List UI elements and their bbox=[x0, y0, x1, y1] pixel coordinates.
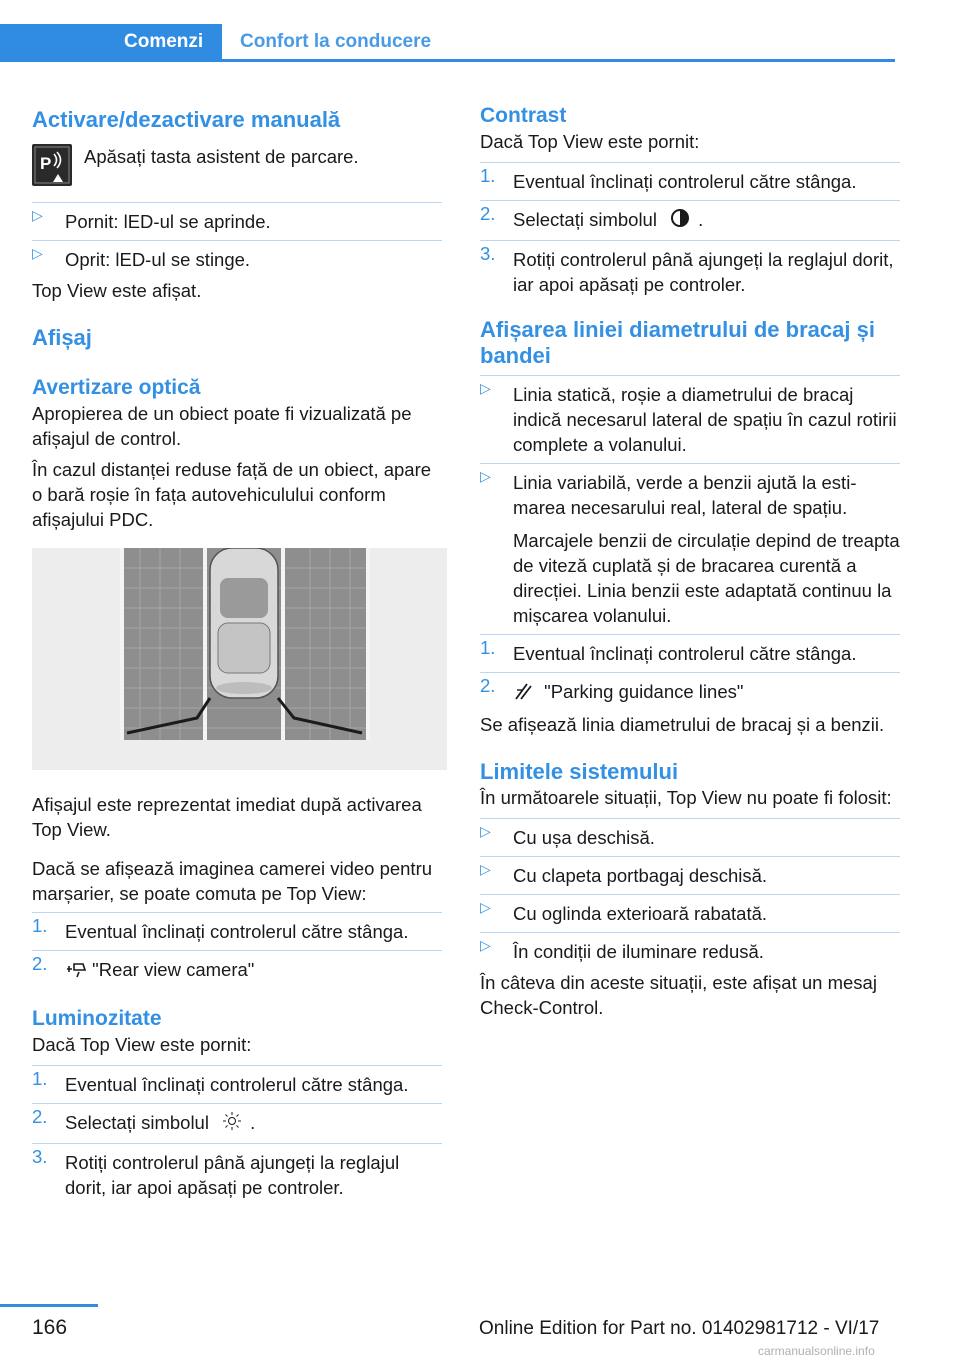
list-item: ▷ Cu oglinda exterioară rabatată. bbox=[480, 894, 900, 926]
watermark-text: carmanualsonline.info bbox=[758, 1344, 875, 1358]
list-item: 3. Rotiți controlerul până ajungeți la reglajul dorit, iar apoi apăsați pe controler. bbox=[480, 240, 900, 297]
triangle-bullet-icon: ▷ bbox=[480, 936, 491, 953]
heading-limits: Limitele sistemului bbox=[480, 758, 679, 784]
page-header bbox=[0, 0, 895, 62]
page-number: 166 bbox=[32, 1316, 68, 1339]
list-item: 2. Selectați simbolul . bbox=[480, 200, 900, 234]
list-item: 2. "Rear view camera" bbox=[32, 950, 442, 984]
footer-divider bbox=[0, 1304, 98, 1307]
top-view-illustration bbox=[32, 548, 447, 770]
list-item: ▷ Oprit: lED-ul se stinge. bbox=[32, 240, 442, 272]
tab-comenzi[interactable]: Comenzi bbox=[0, 24, 222, 60]
guidance-list bbox=[480, 375, 900, 628]
warning-paragraph-1: Apropierea de un obiect poate fi vizualizată pe afișajul de control. bbox=[32, 403, 412, 449]
after-figure-paragraph-1: Afișajul este reprezentat imediat după activarea Top View. bbox=[32, 794, 422, 840]
edition-text: Online Edition for Part no. 01402981712 - VI/17 bbox=[479, 1318, 880, 1339]
left-column bbox=[32, 100, 442, 1200]
limits-list bbox=[480, 818, 900, 964]
list-item: 1. Eventual înclinați controlerul către stânga. bbox=[32, 912, 442, 944]
guidance-steps bbox=[480, 634, 900, 706]
list-item: ▷ Cu ușa deschisă. bbox=[480, 818, 900, 850]
contrast-icon bbox=[670, 208, 690, 234]
list-item: ▷ Pornit: lED-ul se aprinde. bbox=[32, 202, 442, 234]
led-list bbox=[32, 202, 442, 272]
list-item: 2. Selectați simbolul . bbox=[32, 1103, 442, 1137]
guidance-result: Se afișează linia diametrului de bracaj și a benzii. bbox=[480, 713, 885, 735]
right-column bbox=[480, 100, 900, 1020]
parking-assist-icon bbox=[32, 144, 72, 186]
heading-guidance-lines: Afișarea liniei diametrului de bracaj și bandei bbox=[480, 317, 875, 369]
camera-steps bbox=[32, 912, 442, 984]
limits-intro: În următoarele situații, Top View nu poate fi folosit: bbox=[480, 786, 892, 808]
limits-note: În câteva din aceste situații, este afișat un mesaj Check-Control. bbox=[480, 971, 877, 1018]
heading-manual: Activare/dezactivare manuală bbox=[32, 107, 341, 132]
triangle-bullet-icon: ▷ bbox=[480, 898, 491, 915]
list-item: ▷ Linia variabilă, verde a benzii ajută la estimarea necesarului real, lateral de spațiu. Marcajele benzii de circulație depind de treapta de viteză cuplată și de bracarea curentă a direcției. Linia benzii este adaptată continuu la mișcarea volanului. bbox=[480, 463, 900, 628]
triangle-bullet-icon: ▷ bbox=[480, 822, 491, 839]
heading-contrast: Contrast bbox=[480, 104, 567, 127]
heading-brightness: Luminozitate bbox=[32, 1006, 162, 1030]
list-item: ▷ Linia statică, roșie a diametrului de bracaj indică necesarul lateral de spațiu în cazul rotirii complete a volanului. bbox=[480, 375, 900, 457]
guidance-note: Marcajele benzii de circulație depind de treapta de viteză cuplată și de bracarea curentă a direcției. Linia benzii este adaptată continuu la mișcarea volanului. bbox=[513, 530, 900, 627]
triangle-bullet-icon: ▷ bbox=[480, 380, 491, 397]
heading-warning: Avertizare optică bbox=[32, 376, 201, 399]
tab-confort[interactable]: Confort la conducere bbox=[240, 31, 432, 52]
contrast-intro: Dacă Top View este pornit: bbox=[480, 131, 700, 152]
brightness-steps bbox=[32, 1065, 442, 1200]
guidance-lines-icon bbox=[513, 681, 533, 706]
contrast-steps bbox=[480, 162, 900, 297]
list-item: 1. Eventual înclinați controlerul către stânga. bbox=[480, 162, 900, 194]
list-item: ▷ În condiții de iluminare redusă. bbox=[480, 932, 900, 964]
rear-camera-icon bbox=[65, 959, 87, 984]
heading-display: Afișaj bbox=[32, 325, 92, 350]
warning-paragraph-2: În cazul distanței reduse față de un obiect, apare o bară roșie în fața autovehiculului conform afișajului PDC. bbox=[32, 459, 432, 530]
after-figure-paragraph-2: Dacă se afișează imaginea camerei video pentru marșarier, se poate comuta pe Top View: bbox=[32, 858, 433, 904]
press-button-paragraph bbox=[32, 144, 442, 196]
press-button-text: Apăsați tasta asistent de parcare. bbox=[84, 146, 359, 167]
top-view-shown-text: Top View este afișat. bbox=[32, 280, 202, 301]
triangle-bullet-icon: ▷ bbox=[480, 468, 491, 485]
triangle-bullet-icon: ▷ bbox=[32, 207, 43, 223]
list-item: 1. Eventual înclinați controlerul către stânga. bbox=[32, 1065, 442, 1097]
brightness-intro: Dacă Top View este pornit: bbox=[32, 1033, 252, 1055]
header-divider bbox=[0, 59, 895, 62]
triangle-bullet-icon: ▷ bbox=[480, 860, 491, 877]
sun-icon bbox=[222, 1111, 242, 1137]
triangle-bullet-icon: ▷ bbox=[32, 245, 43, 261]
list-item: 2. "Parking guidance lines" bbox=[480, 672, 900, 706]
svg-text:P: P bbox=[40, 154, 52, 173]
list-item: 3. Rotiți controlerul până ajungeți la reglajul dorit, iar apoi apăsați pe controler. bbox=[32, 1143, 442, 1200]
list-item: ▷ Cu clapeta portbagaj deschisă. bbox=[480, 856, 900, 888]
list-item: 1. Eventual înclinați controlerul către stânga. bbox=[480, 634, 900, 666]
